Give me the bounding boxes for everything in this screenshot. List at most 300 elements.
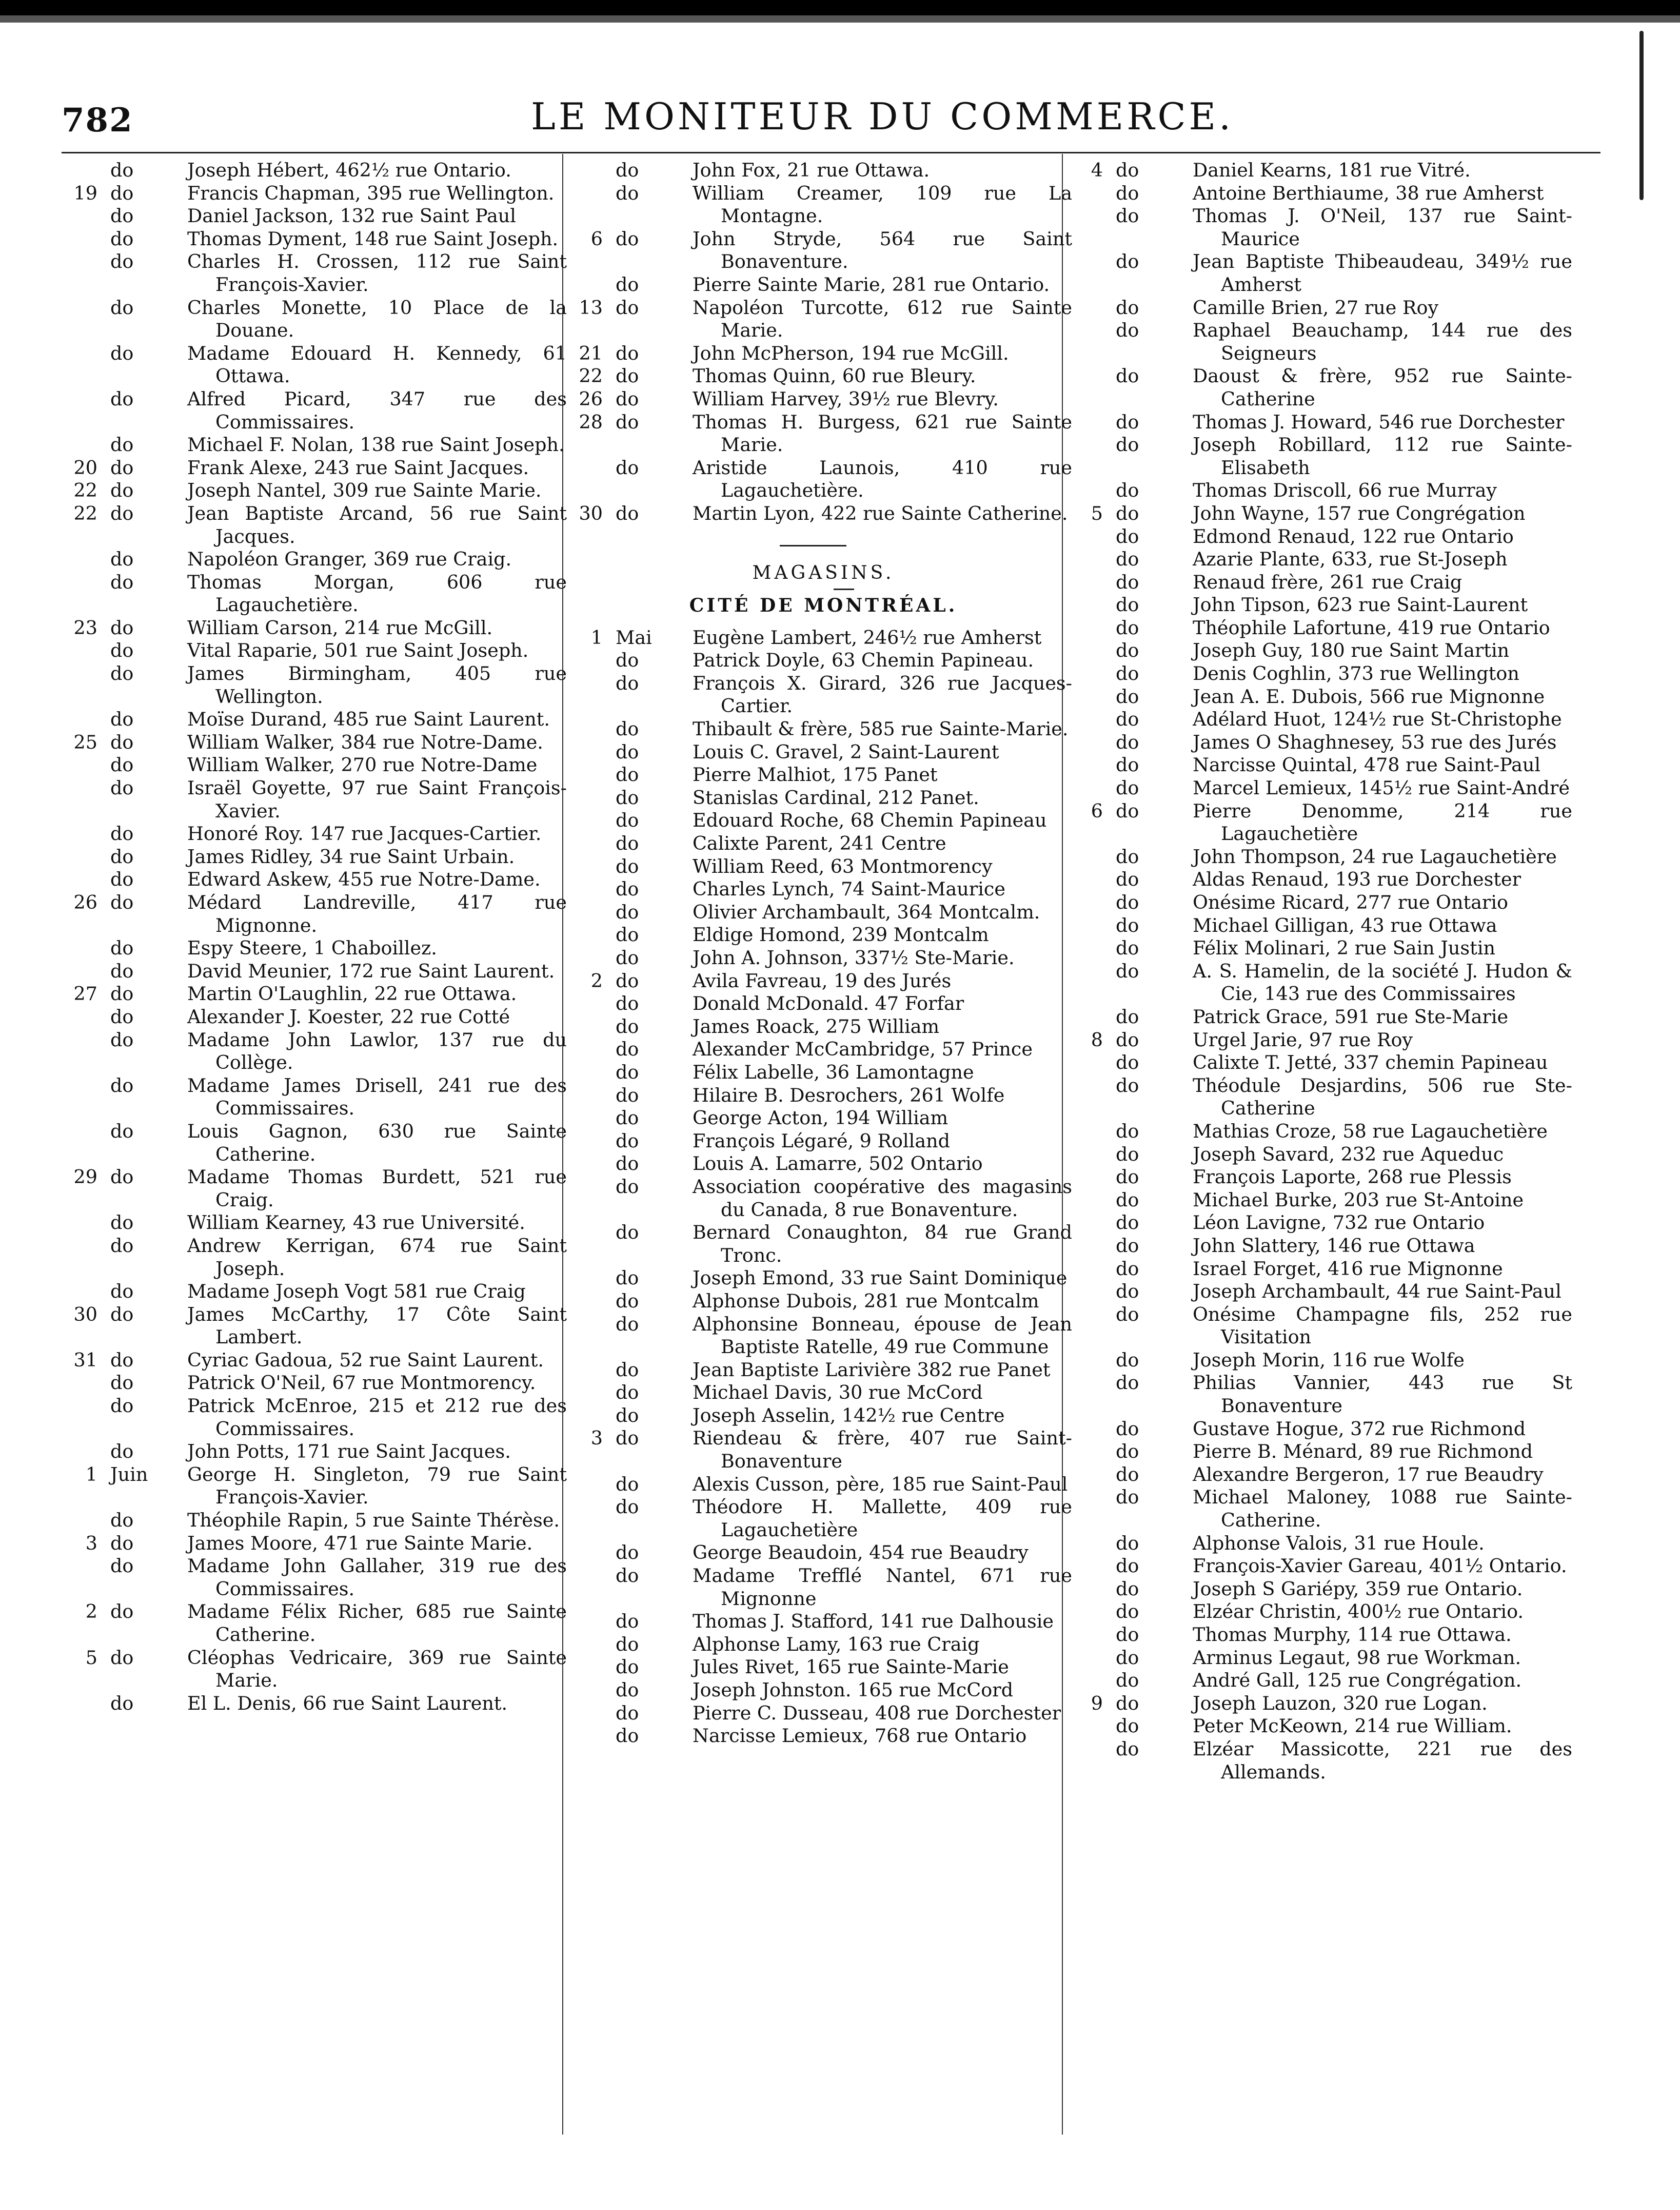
register-entry <box>62 823 575 846</box>
register-entry <box>1067 617 1580 640</box>
register-entry <box>1067 1440 1580 1463</box>
register-entry <box>62 479 575 502</box>
entry-month: do <box>1116 1051 1139 1074</box>
register-entry <box>1067 891 1580 914</box>
register-entry <box>1067 662 1580 686</box>
register-entry <box>1067 960 1580 1006</box>
register-entry <box>567 1656 1080 1679</box>
register-entry <box>62 1303 575 1349</box>
entry-name-address: Michael Davis, 30 rue McCord <box>693 1381 983 1404</box>
register-entry <box>62 662 575 708</box>
register-entry <box>567 1176 1080 1221</box>
entry-month: do <box>110 479 134 502</box>
register-entry <box>567 741 1080 764</box>
entry-month: do <box>1116 1028 1139 1051</box>
entry-name-address: Joseph Guy, 180 rue Saint Martin <box>1193 639 1510 662</box>
entry-month: do <box>110 1395 134 1417</box>
register-entry <box>1067 1189 1580 1212</box>
entry-name-address: Edmond Renaud, 122 rue Ontario <box>1193 525 1514 547</box>
entry-name-address: Alexander J. Koester, 22 rue Cotté <box>187 1005 510 1028</box>
entry-name-address: Elzéar Christin, 400½ rue Ontario. <box>1193 1600 1524 1623</box>
register-entry <box>567 1084 1080 1107</box>
entry-name-address: Hilaire B. Desrochers, 261 Wolfe <box>693 1084 1005 1106</box>
entry-name-address: Edward Askew, 455 rue Notre-Dame. <box>187 868 541 891</box>
entry-month: do <box>1116 479 1139 502</box>
register-entry <box>62 617 575 640</box>
entry-month: do <box>616 387 639 410</box>
register-entry <box>567 1427 1080 1473</box>
entry-month: do <box>110 227 134 250</box>
register-entry <box>62 1280 575 1303</box>
entry-month: do <box>110 1120 134 1142</box>
register-entry <box>567 502 1080 525</box>
register-entry <box>1067 1418 1580 1441</box>
register-entry <box>62 1120 575 1166</box>
entry-name-address: Gustave Hogue, 372 rue Richmond <box>1193 1417 1526 1440</box>
entry-month: do <box>1116 731 1139 753</box>
register-entry <box>1067 800 1580 846</box>
column-2-entries-before <box>567 159 1080 525</box>
column-3 <box>1067 159 1580 2186</box>
register-entry <box>1067 1715 1580 1738</box>
entry-name-address: Madame Joseph Vogt 581 rue Craig <box>187 1280 526 1303</box>
entry-name-address: Théodule Desjardins, 506 rue Ste-Catherine <box>1193 1074 1572 1120</box>
section-title: MAGASINS. <box>752 562 895 583</box>
entry-day: 30 <box>73 1303 97 1325</box>
entry-day: 29 <box>73 1166 97 1188</box>
register-entry <box>1067 1738 1580 1784</box>
register-entry <box>62 1235 575 1280</box>
entry-month: do <box>1116 205 1139 227</box>
entry-name-address: Patrick O'Neil, 67 rue Montmorency. <box>187 1372 536 1394</box>
register-entry <box>1067 914 1580 937</box>
register-entry <box>567 1107 1080 1130</box>
register-entry <box>567 182 1080 228</box>
entry-month: do <box>1116 914 1139 936</box>
entry-name-address: David Meunier, 172 rue Saint Laurent. <box>187 960 555 982</box>
register-entry <box>62 1600 575 1646</box>
entry-name-address: Frank Alexe, 243 rue Saint Jacques. <box>187 456 529 479</box>
entry-name-address: Pierre Sainte Marie, 281 rue Ontario. <box>693 273 1050 296</box>
entry-name-address: Charles H. Crossen, 112 rue Saint François-Xavier. <box>187 250 567 296</box>
register-entry <box>1067 1166 1580 1189</box>
entry-month: do <box>110 662 134 685</box>
entry-name-address: François-Xavier Gareau, 401½ Ontario. <box>1193 1555 1567 1577</box>
entry-month: do <box>616 227 639 250</box>
entry-month: do <box>1116 845 1139 868</box>
entry-name-address: Thomas J. O'Neil, 137 rue Saint-Maurice <box>1193 205 1572 250</box>
entry-name-address: James McCarthy, 17 Côte Saint Lambert. <box>187 1303 567 1348</box>
entry-name-address: Camille Brien, 27 rue Roy <box>1193 296 1439 319</box>
entry-month: do <box>616 1656 639 1678</box>
entry-month: Juin <box>110 1463 148 1485</box>
entry-name-address: Jules Rivet, 165 rue Sainte-Marie <box>693 1656 1009 1678</box>
entry-name-address: Alphonse Valois, 31 rue Houle. <box>1193 1532 1485 1554</box>
entry-name-address: Mathias Croze, 58 rue Lagauchetière <box>1193 1120 1548 1142</box>
register-entry <box>62 1074 575 1120</box>
entry-name-address: William Harvey, 39½ rue Blevry. <box>693 387 999 410</box>
entry-month: do <box>616 1564 639 1587</box>
register-entry <box>62 457 575 480</box>
entry-month: do <box>616 1610 639 1633</box>
entry-day: 13 <box>579 296 603 319</box>
entry-month: do <box>110 296 134 319</box>
entry-name-address: Alexandre Bergeron, 17 rue Beaudry <box>1193 1463 1544 1485</box>
entry-name-address: Jean Baptiste Larivière 382 rue Panet <box>693 1358 1051 1381</box>
register-entry <box>567 992 1080 1015</box>
entry-name-address: Onésime Champagne fils, 252 rue Visitation <box>1193 1303 1572 1348</box>
register-entry <box>567 1702 1080 1725</box>
entry-month: do <box>1116 182 1139 204</box>
register-entry <box>62 1029 575 1074</box>
entry-name-address: John Thompson, 24 rue Lagauchetière <box>1193 845 1557 868</box>
register-entry <box>1067 1600 1580 1624</box>
register-entry <box>567 672 1080 718</box>
entry-month: do <box>616 1084 639 1106</box>
entry-name-address: Jean A. E. Dubois, 566 rue Mignonne <box>1193 685 1545 708</box>
entry-name-address: Charles Lynch, 74 Saint-Maurice <box>693 878 1005 901</box>
register-entry <box>62 228 575 251</box>
register-entry <box>62 1692 575 1715</box>
entry-month: do <box>110 1028 134 1051</box>
entry-month: do <box>1116 1669 1139 1692</box>
register-entry <box>567 809 1080 832</box>
entry-name-address: John Potts, 171 rue Saint Jacques. <box>187 1440 511 1463</box>
entry-month: do <box>616 1221 639 1244</box>
entry-name-address: John Fox, 21 rue Ottawa. <box>693 159 930 181</box>
entry-name-address: Louis Gagnon, 630 rue Sainte Catherine. <box>187 1120 567 1165</box>
entry-month: do <box>1116 616 1139 639</box>
entry-month: do <box>616 947 639 969</box>
register-entry <box>1067 319 1580 365</box>
entry-month: do <box>110 571 134 593</box>
entry-name-address: John McPherson, 194 rue McGill. <box>693 342 1009 364</box>
entry-month: do <box>110 250 134 273</box>
entry-month: do <box>1116 1120 1139 1142</box>
entry-month: do <box>110 639 134 662</box>
entry-name-address: El L. Denis, 66 rue Saint Laurent. <box>187 1692 508 1714</box>
register-entry <box>62 502 575 548</box>
register-entry <box>567 649 1080 672</box>
entry-name-address: Martin Lyon, 422 rue Sainte Catherine. <box>693 502 1068 524</box>
entry-month: do <box>616 1381 639 1404</box>
entry-month: do <box>1116 1372 1139 1394</box>
register-entry <box>1067 686 1580 709</box>
entry-month: do <box>1116 1211 1139 1234</box>
entry-name-address: Michael Maloney, 1088 rue Sainte-Catherine. <box>1193 1486 1572 1532</box>
register-entry <box>1067 1029 1580 1052</box>
entry-name-address: Narcisse Quintal, 478 rue Saint-Paul <box>1193 754 1541 776</box>
entry-month: do <box>110 868 134 891</box>
entry-month: do <box>616 502 639 524</box>
register-entry <box>1067 1532 1580 1555</box>
entry-month: do <box>110 845 134 868</box>
entry-day: 5 <box>1091 502 1103 524</box>
entry-day: 22 <box>579 365 603 387</box>
entry-month: do <box>616 1679 639 1701</box>
entry-month: do <box>110 434 134 456</box>
register-entry <box>1067 159 1580 182</box>
entry-month: do <box>110 823 134 845</box>
entry-name-address: Louis A. Lamarre, 502 Ontario <box>693 1152 983 1175</box>
entry-day: 9 <box>1091 1692 1103 1714</box>
entry-month: do <box>1116 1692 1139 1714</box>
entry-month: do <box>110 1692 134 1714</box>
column-2 <box>567 159 1080 2186</box>
entry-month: do <box>1116 799 1139 822</box>
entry-name-address: Elzéar Massicotte, 221 rue des Allemands. <box>1193 1737 1572 1783</box>
register-entry <box>62 342 575 388</box>
entry-name-address: Thibault & frère, 585 rue Sainte-Marie. <box>693 718 1069 740</box>
entry-name-address: Alexis Cusson, père, 185 rue Saint-Paul <box>693 1473 1068 1495</box>
entry-name-address: Andrew Kerrigan, 674 rue Saint Joseph. <box>187 1234 567 1280</box>
entry-month: do <box>110 1280 134 1303</box>
register-entry <box>62 937 575 960</box>
entry-month: do <box>1116 1074 1139 1097</box>
register-entry <box>1067 571 1580 594</box>
entry-day: 3 <box>85 1532 97 1554</box>
entry-name-address: Israël Goyette, 97 rue Saint François-Xavier. <box>187 777 567 822</box>
register-entry <box>1067 937 1580 960</box>
entry-month: do <box>110 891 134 913</box>
register-entry <box>567 1359 1080 1382</box>
entry-name-address: Patrick McEnroe, 215 et 212 rue des Commissaires. <box>187 1395 567 1440</box>
entry-month: do <box>1116 1486 1139 1509</box>
entry-name-address: Avila Favreau, 19 des Jurés <box>693 969 952 992</box>
entry-month: do <box>616 1633 639 1655</box>
entry-name-address: Renaud frère, 261 rue Craig <box>1193 571 1462 593</box>
entry-name-address: Joseph Johnston. 165 rue McCord <box>693 1679 1014 1701</box>
entry-day: 23 <box>73 616 97 639</box>
register-entry <box>1067 1486 1580 1532</box>
entry-month: do <box>616 1404 639 1426</box>
entry-day: 31 <box>73 1348 97 1371</box>
entry-month: do <box>110 1372 134 1394</box>
entry-month: do <box>616 365 639 387</box>
register-entry <box>62 891 575 937</box>
register-entry <box>62 1647 575 1692</box>
entry-name-address: Michael F. Nolan, 138 rue Saint Joseph. <box>187 434 565 456</box>
register-entry <box>62 868 575 891</box>
entry-month: do <box>110 502 134 524</box>
register-entry <box>1067 411 1580 434</box>
entry-month: do <box>616 901 639 923</box>
register-entry <box>567 297 1080 342</box>
entry-day: 21 <box>579 342 603 364</box>
entry-month: do <box>1116 1577 1139 1600</box>
entry-month: do <box>110 205 134 227</box>
entry-month: do <box>1116 754 1139 776</box>
entry-name-address: Moïse Durand, 485 rue Saint Laurent. <box>187 708 550 731</box>
entry-name-address: Joseph Nantel, 309 rue Sainte Marie. <box>187 479 542 502</box>
entry-day: 5 <box>85 1646 97 1669</box>
entry-month: do <box>110 1348 134 1371</box>
entry-month: do <box>616 1289 639 1312</box>
register-entry <box>567 718 1080 741</box>
entry-month: do <box>1116 1348 1139 1371</box>
register-entry <box>567 365 1080 388</box>
register-entry <box>567 457 1080 502</box>
entry-name-address: Peter McKeown, 214 rue William. <box>1193 1715 1512 1737</box>
register-entry <box>62 388 575 434</box>
entry-month: do <box>616 1427 639 1450</box>
entry-name-address: A. S. Hamelin, de la société J. Hudon & Cie, 143 rue des Commissaires <box>1193 960 1572 1005</box>
entry-month: do <box>1116 1143 1139 1165</box>
entry-month: do <box>110 1211 134 1234</box>
entry-month: do <box>110 1234 134 1257</box>
entry-name-address: Madame Thomas Burdett, 521 rue Craig. <box>187 1166 567 1211</box>
column-2-entries-after <box>567 627 1080 1748</box>
register-entry <box>62 708 575 731</box>
entry-month: do <box>616 855 639 877</box>
register-entry <box>62 250 575 296</box>
entry-month: do <box>1116 777 1139 799</box>
entry-month: do <box>616 1152 639 1175</box>
entry-name-address: Théodore H. Mallette, 409 rue Lagauchetière <box>693 1496 1072 1541</box>
entry-month: do <box>1116 685 1139 708</box>
entry-name-address: Martin O'Laughlin, 22 rue Ottawa. <box>187 983 517 1005</box>
entry-month: do <box>110 708 134 731</box>
entry-day: 4 <box>1091 159 1103 181</box>
entry-month: do <box>1116 1166 1139 1188</box>
register-entry <box>1067 1120 1580 1143</box>
section-short-rule <box>834 589 854 590</box>
register-entry <box>1067 1258 1580 1281</box>
entry-day: 8 <box>1091 1028 1103 1051</box>
entry-month: do <box>1116 1440 1139 1463</box>
register-entry <box>1067 639 1580 662</box>
register-entry <box>1067 1463 1580 1487</box>
entry-month: do <box>1116 1555 1139 1577</box>
register-entry <box>567 1061 1080 1084</box>
register-entry <box>1067 1349 1580 1372</box>
register-entry <box>1067 297 1580 320</box>
entry-name-address: Thomas J. Stafford, 141 rue Dalhousie <box>693 1610 1054 1633</box>
register-entry <box>62 1006 575 1029</box>
entry-day: 6 <box>1091 799 1103 822</box>
entry-month: do <box>1116 868 1139 891</box>
entry-name-address: Riendeau & frère, 407 rue Saint-Bonaventure <box>693 1427 1072 1473</box>
register-entry <box>62 731 575 754</box>
entry-name-address: William Walker, 384 rue Notre-Dame. <box>187 731 543 753</box>
register-entry <box>1067 1555 1580 1578</box>
entry-month: do <box>616 992 639 1015</box>
page-header <box>62 95 1600 151</box>
register-entry <box>62 777 575 823</box>
entry-name-address: Pierre B. Ménard, 89 rue Richmond <box>1193 1440 1533 1463</box>
entry-month: do <box>110 1166 134 1188</box>
register-entry <box>1067 754 1580 777</box>
entry-month: do <box>110 1303 134 1325</box>
entry-name-address: Pierre Malhiot, 175 Panet <box>693 764 938 786</box>
register-entry <box>1067 1578 1580 1601</box>
entry-name-address: George Acton, 194 William <box>693 1107 948 1129</box>
register-entry <box>1067 1669 1580 1692</box>
entry-name-address: Médard Landreville, 417 rue Mignonne. <box>187 891 567 936</box>
register-entry <box>62 1555 575 1600</box>
register-entry <box>567 901 1080 924</box>
entry-day: 25 <box>73 731 97 753</box>
entry-day: 1 <box>85 1463 97 1485</box>
entry-month: do <box>1116 1005 1139 1028</box>
register-entry <box>62 1349 575 1372</box>
entry-name-address: Joseph Archambault, 44 rue Saint-Paul <box>1193 1280 1562 1303</box>
entry-month: do <box>1116 1463 1139 1485</box>
entry-day: 27 <box>73 983 97 1005</box>
entry-name-address: Francis Chapman, 395 rue Wellington. <box>187 182 555 204</box>
register-entry <box>567 1038 1080 1061</box>
entry-month: do <box>110 777 134 799</box>
entry-month: do <box>110 342 134 364</box>
entry-name-address: Alphonse Lamy, 163 rue Craig <box>693 1633 980 1655</box>
entry-name-address: Alexander McCambridge, 57 Prince <box>693 1038 1033 1061</box>
entry-name-address: Joseph Lauzon, 320 rue Logan. <box>1193 1692 1488 1714</box>
entry-month: do <box>616 1107 639 1129</box>
entry-month: do <box>616 1313 639 1335</box>
entry-name-address: Thomas H. Burgess, 621 rue Sainte Marie. <box>693 410 1072 456</box>
entry-month: do <box>1116 1646 1139 1669</box>
entry-name-address: Thomas Morgan, 606 rue Lagauchetière. <box>187 571 567 616</box>
entry-name-address: Marcel Lemieux, 145½ rue Saint-André <box>1193 777 1570 799</box>
entry-name-address: Madame John Gallaher, 319 rue des Commissaires. <box>187 1555 567 1600</box>
entry-name-address: Joseph S Gariépy, 359 rue Ontario. <box>1193 1577 1523 1600</box>
entry-month: do <box>110 1440 134 1463</box>
entry-name-address: Joseph Robillard, 112 rue Sainte-Elisabeth <box>1193 434 1572 479</box>
entry-month: do <box>1116 319 1139 342</box>
header-rule <box>62 152 1600 153</box>
section-separator-rule <box>780 545 846 546</box>
register-entry <box>1067 731 1580 754</box>
entry-name-address: Léon Lavigne, 732 rue Ontario <box>1193 1211 1485 1234</box>
entry-name-address: Louis C. Gravel, 2 Saint-Laurent <box>693 740 999 763</box>
register-entry <box>567 1404 1080 1427</box>
entry-month: do <box>1116 502 1139 524</box>
register-entry <box>62 571 575 617</box>
entry-name-address: Donald McDonald. 47 Forfar <box>693 992 964 1015</box>
entry-day: 26 <box>73 891 97 913</box>
register-entry <box>62 159 575 182</box>
entry-name-address: Raphael Beauchamp, 144 rue des Seigneurs <box>1193 319 1572 364</box>
entry-name-address: Eldige Homond, 239 Montcalm <box>693 924 989 946</box>
entry-day: 30 <box>579 502 603 524</box>
entry-month: do <box>110 1555 134 1577</box>
register-entry <box>567 388 1080 411</box>
entry-month: do <box>110 937 134 960</box>
register-entry <box>1067 434 1580 479</box>
column-1 <box>62 159 575 2186</box>
entry-name-address: Edouard Roche, 68 Chemin Papineau <box>693 809 1047 832</box>
entry-month: do <box>1116 434 1139 456</box>
entry-name-address: James Ridley, 34 rue Saint Urbain. <box>187 845 515 868</box>
register-entry <box>1067 1143 1580 1166</box>
entry-month: do <box>616 1725 639 1747</box>
entry-month: do <box>616 1541 639 1564</box>
entry-month: do <box>616 1267 639 1289</box>
register-entry <box>1067 1235 1580 1258</box>
register-entry <box>567 1610 1080 1633</box>
register-entry <box>567 764 1080 787</box>
entry-name-address: John Slattery, 146 rue Ottawa <box>1193 1234 1475 1257</box>
entry-month: do <box>616 1175 639 1198</box>
entry-month: do <box>616 456 639 479</box>
entry-month: do <box>110 456 134 479</box>
register-entry <box>62 1166 575 1211</box>
page-number: 782 <box>62 101 133 140</box>
entry-day: 26 <box>579 387 603 410</box>
entry-month: do <box>616 342 639 364</box>
entry-name-address: Patrick Doyle, 63 Chemin Papineau. <box>693 649 1034 672</box>
entry-name-address: Stanislas Cardinal, 212 Panet. <box>693 786 979 809</box>
